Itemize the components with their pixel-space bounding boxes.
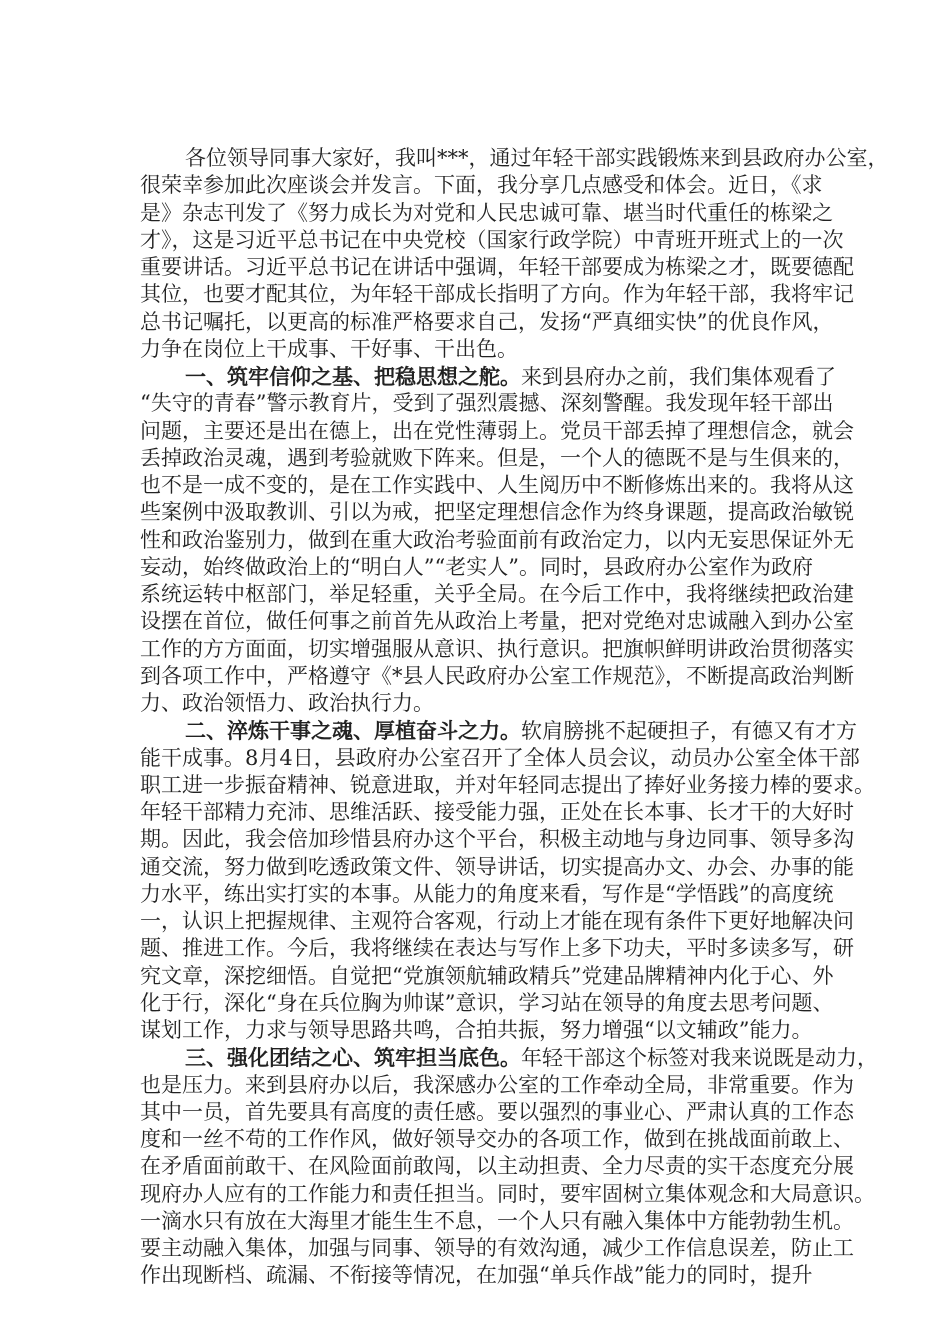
text-line	[140, 390, 834, 417]
line-text: 总书记嘱托，以更高的标准严格要求自己，发扬“严真细实快”的优良作风，	[140, 309, 834, 334]
text-line	[140, 690, 810, 717]
text-line	[140, 1181, 875, 1208]
line-text: 一滴水只有放在大海里才能生生不息，一个人只有融入集体中方能勃勃生机。	[140, 1208, 854, 1233]
line-text: 其位，也要才配其位，为年轻干部成长指明了方向。作为年轻干部，我将牢记	[140, 282, 854, 307]
text-line	[140, 254, 854, 281]
line-text: 化于行，深化“身在兵位胸为帅谋”意识，学习站在领导的角度去思考问题、	[140, 990, 834, 1015]
line-text: 通交流，努力做到吃透政策文件、领导讲话，切实提高办文、办会、办事的能	[140, 854, 854, 879]
text-line	[140, 717, 857, 744]
line-text: 期。因此，我会倍加珍惜县府办这个平台，积极主动地与身边同事、领导多沟	[140, 827, 854, 852]
line-text: 度和一丝不苟的工作作风，做好领导交办的各项工作，做到在挑战面前敢上、	[140, 1127, 854, 1151]
line-text: 题、推进工作。今后，我将继续在表达与写作上多下功夫，平时多读多写，研	[140, 936, 854, 961]
text-line	[140, 854, 854, 881]
text-line	[140, 608, 854, 635]
line-text: 在矛盾面前敢干、在风险面前敢闯，以主动担责、全力尽责的实干态度充分展	[140, 1154, 854, 1179]
text-line	[140, 227, 844, 254]
line-text: 性和政治鉴别力，做到在重大政治考验面前有政治定力，以内无妄思保证外无	[140, 527, 854, 552]
text-line	[140, 826, 854, 853]
text-line	[140, 281, 854, 308]
line-text: 能干成事。8月4日，县政府办公室召开了全体人员会议，动员办公室全体干部	[140, 745, 860, 770]
section-heading: 一、筑牢信仰之基、把稳思想之舵。	[185, 364, 521, 389]
paragraph	[140, 145, 889, 363]
line-text: 其中一员，首先要具有高度的责任感。要以强烈的事业心、严肃认真的工作态	[140, 1099, 854, 1124]
line-text: 也不是一成不变的，是在工作实践中、人生阅历中不断修炼出来的。我将从这	[140, 473, 854, 497]
line-text: 各位领导同事大家好，我叫***，通过年轻干部实践锻炼来到县政府办公室，	[185, 146, 889, 170]
text-line	[140, 499, 854, 526]
text-line	[140, 445, 854, 472]
text-line	[140, 1126, 854, 1153]
line-text: 丢掉政治灵魂，遇到考验就败下阵来。但是，一个人的德既不是与生俱来的，	[140, 445, 854, 470]
line-text: 妄动，始终做政治上的“明白人”“老实人”。同时，县政府办公室作为政府	[140, 554, 813, 579]
text-line	[140, 1235, 854, 1262]
text-line	[140, 363, 836, 390]
line-text: 设摆在首位，做任何事之前首先从政治上考量，把对党绝对忠诚融入到办公室	[140, 609, 854, 634]
text-line	[140, 1208, 854, 1235]
line-text: 一，认识上把握规律、主观符合客观，行动上才能在现有条件下更好地解决问	[140, 909, 854, 933]
text-line	[140, 935, 854, 962]
line-text: 是》杂志刊发了《努力成长为对党和人民忠诚可靠、堪当时代重任的栋梁之	[140, 200, 833, 225]
line-text: 也是压力。来到县府办以后，我深感办公室的工作牵动全局，非常重要。作为	[140, 1072, 854, 1097]
line-text: 才》，这是习近平总书记在中央党校（国家行政学院）中青班开班式上的一次	[140, 227, 844, 252]
line-text: 现府办人应有的工作能力和责任担当。同时，要牢固树立集体观念和大局意识。	[140, 1181, 875, 1206]
text-line	[140, 336, 810, 363]
line-text: 职工进一步振奋精神、锐意进取，并对年轻同志提出了捧好业务接力棒的要求。	[140, 772, 875, 797]
line-text: 力水平，练出实打实的本事。从能力的角度来看，写作是“学悟践”的高度统	[140, 881, 834, 906]
text-line	[140, 581, 854, 608]
line-text: 系统运转中枢部门，举足轻重，关乎全局。在今后工作中，我将继续把政治建	[140, 582, 854, 606]
section-heading: 二、淬炼干事之魂、厚植奋斗之力。	[185, 718, 521, 744]
text-line	[140, 472, 854, 499]
text-line	[140, 1017, 813, 1044]
paragraph	[140, 363, 854, 717]
text-line	[140, 990, 834, 1017]
section-heading: 三、强化团结之心、筑牢担当底色。	[185, 1045, 521, 1071]
line-text: 力争在岗位上干成事、干好事、干出色。	[140, 336, 518, 361]
text-line	[140, 1262, 813, 1289]
line-text: 要主动融入集体，加强与同事、领导的有效沟通，减少工作信息误差，防止工	[140, 1236, 854, 1260]
line-text: 作出现断档、疏漏、不衔接等情况，在加强“单兵作战”能力的同时，提升	[140, 1263, 813, 1288]
line-text: 究文章，深挖细悟。自觉把“党旗领航辅政精兵”党建品牌精神内化于心、外	[140, 963, 834, 988]
text-line	[140, 1044, 878, 1071]
line-text: 很荣幸参加此次座谈会并发言。下面，我分享几点感受和体会。近日，《求	[140, 173, 823, 198]
text-line	[140, 663, 854, 690]
text-line	[140, 745, 860, 772]
line-text: 年轻干部这个标签对我来说既是动力，	[521, 1046, 878, 1071]
text-line	[140, 908, 854, 935]
text-line	[140, 527, 854, 554]
line-text: 软肩膀挑不起硬担子，有德又有才方	[521, 719, 857, 744]
line-text: “失守的青春”警示教育片，受到了强烈震撼、深刻警醒。我发现年轻干部出	[140, 391, 834, 416]
text-line	[140, 172, 823, 199]
line-text: 工作的方方面面，切实增强服从意识、执行意识。把旗帜鲜明讲政治贯彻落实	[140, 636, 854, 661]
text-line	[140, 963, 834, 990]
text-line	[140, 554, 813, 581]
text-line	[140, 881, 834, 908]
text-line	[140, 772, 875, 799]
text-line	[140, 799, 854, 826]
line-text: 谋划工作，力求与领导思路共鸣，合拍共振，努力增强“以文辅政”能力。	[140, 1018, 813, 1042]
document-body	[140, 145, 889, 1290]
text-line	[140, 1072, 854, 1099]
line-text: 来到县府办之前，我们集体观看了	[521, 365, 836, 389]
paragraph	[140, 1044, 878, 1289]
line-text: 年轻干部精力充沛、思维活跃、接受能力强，正处在长本事、长才干的大好时	[140, 800, 854, 824]
text-line	[140, 1153, 854, 1180]
line-text: 问题，主要还是出在德上，出在党性薄弱上。党员干部丢掉了理想信念，就会	[140, 418, 854, 443]
text-line	[140, 145, 889, 172]
text-line	[140, 200, 833, 227]
text-line	[140, 418, 854, 445]
line-text: 些案例中汲取教训、引以为戒，把坚定理想信念作为终身课题，提高政治敏锐	[140, 500, 854, 525]
text-line	[140, 1099, 854, 1126]
line-text: 力、政治领悟力、政治执行力。	[140, 691, 434, 715]
text-line	[140, 636, 854, 663]
line-text: 到各项工作中，严格遵守《*县人民政府办公室工作规范》，不断提高政治判断	[140, 663, 854, 688]
line-text: 重要讲话。习近平总书记在讲话中强调，年轻干部要成为栋梁之才，既要德配	[140, 255, 854, 279]
paragraph	[140, 717, 875, 1044]
text-line	[140, 309, 834, 336]
